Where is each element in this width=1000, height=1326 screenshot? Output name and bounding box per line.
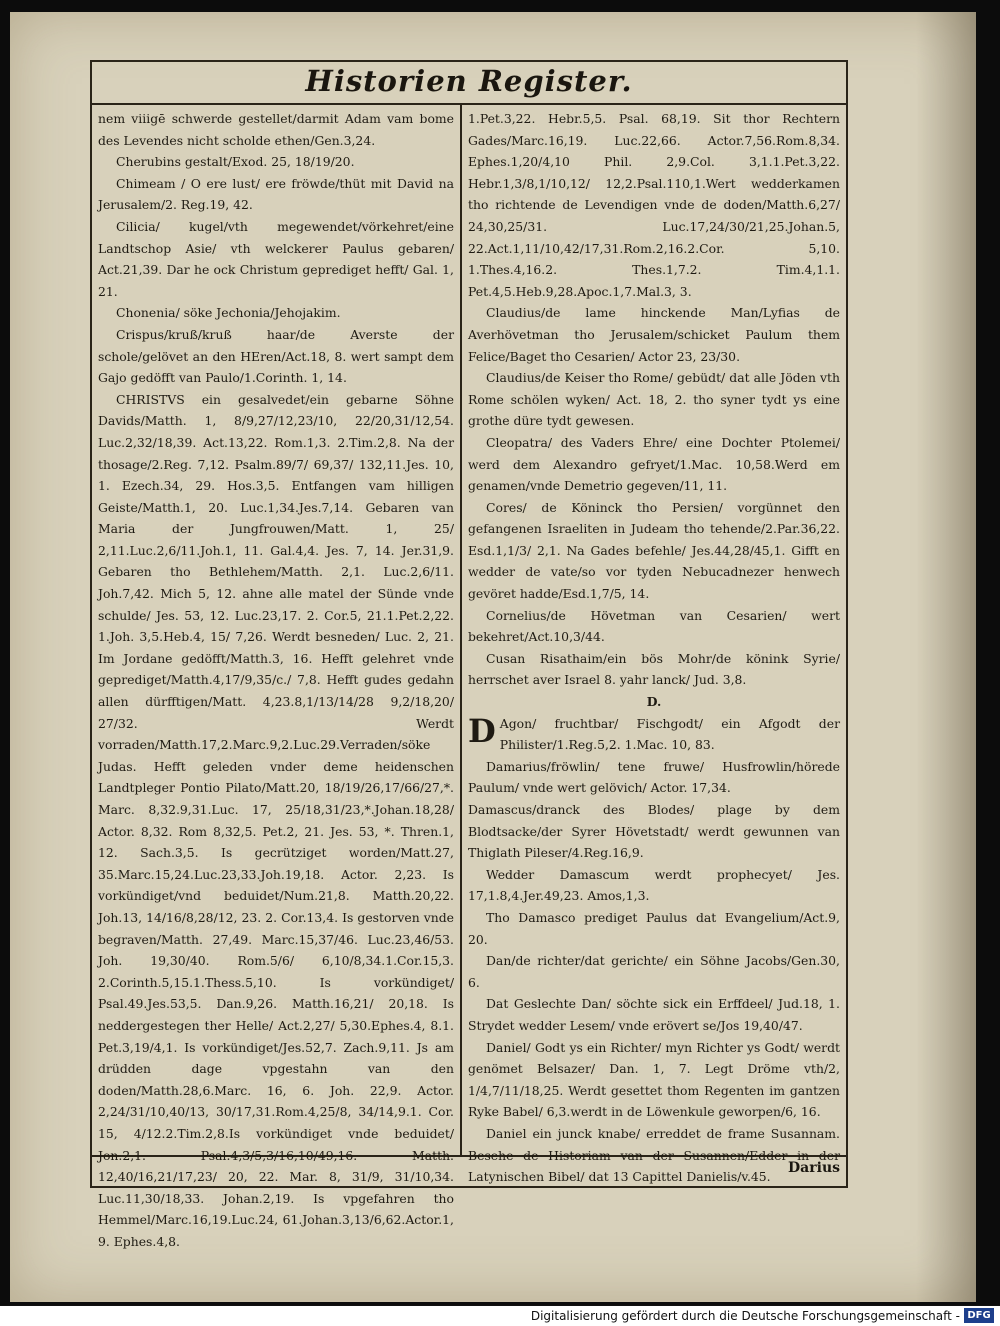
catchword: Darius [788, 1160, 840, 1176]
funding-credit: Digitalisierung gefördert durch die Deutsche Forschungsgemeinschaft - [530, 1309, 960, 1323]
title-rule [90, 103, 848, 105]
register-entry-continued: 1.Pet.3,22. Hebr.5,5. Psal. 68,19. Sit thor Rechtern Gades/Marc.16,19. Luc.22,66. Actor.7,56.Rom.8,34. Ephes.1,20/4,10 Phil. 2,9.Col. 3,1.1.Pet.3,22. Hebr.1,3/8,1/10,12/ 12,2.Psal.110,1.Wert wedderkamen tho richtende de Levendigen vnde de doden/Matth.6,27/ 24,30,25/31. Luc.17,24/30/21,25.Johan.5, 22.Act.1,11/10,42/17,31.Rom.2,16.2.Cor. 5,10. 1.Thes.4,16.2. Thes.1,7.2. Tim.4,1.1. Pet.4,5.Heb.9,28.Apoc.1,7.Mal.3, 3. [468, 111, 840, 299]
register-entry: Damarius/fröwlin/ tene fruwe/ Husfrowlin/hörede Paulum/ vnde wert gelövich/ Actor. 17,34. [468, 758, 840, 796]
register-entry: Claudius/de lame hinckende Man/Lyfias de Averhövetman tho Jerusalem/schicket Paulum them Felice/Baget tho Cesarien/ Actor 23, 23/30. [468, 305, 840, 364]
register-entry: Tho Damasco prediget Paulus dat Evangelium/Act.9, 20. [468, 909, 840, 947]
register-entry: Cilicia/ kugel/vth megewendet/vörkehret/eine Landtschop Asie/ vth welckerer Paulus gebaren/ Act.21,39. Dar he ock Christum geprediget hefft/ Gal. 1, 21. [98, 218, 454, 299]
register-entry-continued: Damascus/dranck des Blodes/ plage by dem Blodtsacke/der Syrer Hövetstadt/ werdt gewunnen van Thiglath Pileser/4.Reg.16,9. [468, 802, 840, 861]
page-shadow [916, 12, 976, 1302]
register-entry: Claudius/de Keiser tho Rome/ gebüdt/ dat alle Jöden vth Rome schölen wyken/ Act. 18, 2. tho syner tydt ys eine grothe düre tydt gewesen. [468, 370, 840, 429]
dfg-logo: DFG [964, 1308, 994, 1323]
register-entry: Dan/de richter/dat gerichte/ ein Söhne Jacobs/Gen.30, 6. [468, 953, 840, 990]
register-entry: Cleopatra/ des Vaders Ehre/ eine Dochter Ptolemei/ werd dem Alexandro gefryet/1.Mac. 10,58.Werd em genamen/vnde Demetrio gegeven/11, 11. [468, 434, 840, 494]
register-entry-continued: nem viiigē schwerde gestellet/darmit Adam vam bome des Levendes nicht scholde ethen/Gen.3,24. [98, 111, 454, 148]
column-divider [460, 104, 462, 1156]
entry-text: Agon/ fruchtbar/ Fischgodt/ ein Afgodt der Philister/1.Reg.5,2. 1.Mac. 10, 83. [499, 715, 840, 753]
section-letter: D. [646, 694, 662, 710]
register-entry: Cornelius/de Hövetman van Cesarien/ wert bekehret/Act.10,3/44. [468, 607, 840, 645]
drop-initial: D [468, 711, 496, 750]
register-entry: Chimeam / O ere lust/ ere fröwde/thüt mit David na Jerusalem/2. Reg.19, 42. [98, 175, 454, 213]
register-entry: Cusan Risathaim/ein bös Mohr/de könink Syrie/ herrschet aver Israel 8. yahr lanck/ Jud. 3,8. [468, 650, 840, 688]
register-entry: Wedder Damascum werdt prophecyet/ Jes. 17,1.8,4.Jer.49,23. Amos,1,3. [468, 866, 840, 904]
register-entry: Daniel ein junck knabe/ erreddet de frame Susannam. Besehe de Historiam van der Susannen/Edder in der Latynischen Bibel/ dat 13 Capittel Danielis/v.45. [468, 1125, 840, 1185]
register-entry: Dat Geslechte Dan/ söchte sick ein Erffdeel/ Jud.18, 1. Strydet wedder Lesem/ vnde erövert se/Jos 19,40/47. [468, 996, 840, 1033]
register-entry [468, 713, 840, 756]
register-entry: CHRISTVS ein gesalvedet/ein gebarne Söhne Davids/Matth. 1, 8/9,27/12,23/10, 22/20,31/12,54. Luc.2,32/18,39. Act.13,22. Rom.1,3. 2.Tim.2,8. Na der thosage/2.Reg. 7,12. Psalm.89/7/ 69,37/ 132,11.Jes. 10, 1. Ezech.34, 29. Hos.3,5. Entfangen vam hilligen Geiste/Matth.1, 20. Luc.1,34.Jes.7,14. Gebaren van Maria der Jungfrouwen/Matt. 1, 25/ 2,11.Luc.2,6/11.Joh.1, 11. Gal.4,4. Jes. 7, 14. Jer.31,9. Gebaren tho Bethlehem/Matth. 2,1. Luc.2,6/11. Joh.7,42. Mich 5, 12. ahne alle matel der Sünde vnde schulde/ Jes. 53, 12. Luc.23,17. 2. Cor.5, 21.1.Pet.2,22. 1.Joh. 3,5.Heb.4, 15/ 7,26. Werdt besneden/ Luc. 2, 21. Im Jordane gedöfft/Matth.3, 16. Hefft gelehret vnde geprediget/Matth.4,17/9,35/c./ 7,8. Hefft gudes gedahn allen dürfftigen/Matt. 4,23.8,1/13/14/28 9,2/18,20/ 27/32. Werdt vorraden/Matth.17,2.Marc.9,2.Luc.29.Verraden/söke Judas. Hefft geleden vnder deme heidenschen Landtpleger Pontio Pilato/Matt.20, 18/19/26,17/66/27,*. Marc. 8,32.9,31.Luc. 17, 25/18,31/23,*.Johan.18,28/ Actor. 8,32. Rom 8,32,5. Pet.2, 21. Jes. 53, *. Thren.1, 12. Sach.3,5. Is gecrütziget worden/Matt.27, 35.Marc.15,24.Luc.23,33.Joh.19,18. Actor. 2,23. Is vorkündiget/vnd beduidet/Num.21,8. Matth.20,22. Joh.13, 14/16/8,28/12, 23. 2. Cor.13,4. Is gestorven vnde begraven/Matth. 27,49. Marc.15,37/46. Luc.23,46/53. Joh. 19,30/40. Rom.5/6/ 6,10/8,34.1.Cor.15,3. 2.Corinth.5,15.1.Thess.5,10. Is vorkündiget/ Psal.49.Jes.53,5. Dan.9,26. Matth.16,21/ 20,18. Is neddergestegen ther Helle/ Act.2,27/ 5,30.Ephes.4, 8.1. Pet.3,19/4,1. Is vorkündiget/Jes.52,7. Zach.9,11. Js am drüdden dage vpgestahn van den doden/Matth.28,6.Marc. 16, 6. Joh. 22,9. Actor. 2,24/31/10,40/13, 30/17,31.Rom.4,25/8, 34/14,9.1. Cor. 15, 4/12.2.Tim.2,8.Is vorkündiget vnde beduidet/ Jon.2,1. Psal.4,3/5,3/16,10/49,16. Matth. 12,40/16,21/17,23/ 20, 22. Mar. 8, 31/9, 31/10,34. Luc.11,30/18,33. Johan.2,19. Is vpgefahren tho Hemmel/Marc.16,19.Luc.24, 61.Johan.3,13/6,62.Actor.1, 9. Ephes.4,8. [98, 391, 454, 1249]
page-title: Historien Register. [305, 64, 633, 98]
register-entry: Crispus/kruß/kruß haar/de Averste der schole/gelövet an den HEren/Act.18, 8. wert sampt dem Gajo gedöfft van Paulo/1.Corinth. 1, 14. [98, 326, 454, 386]
register-entry: Cherubins gestalt/Exod. 25, 18/19/20. [116, 154, 355, 170]
left-column [98, 108, 454, 1249]
register-entry: Daniel/ Godt ys ein Richter/ myn Richter ys Godt/ werdt genömet Belsazer/ Dan. 1, 7. Legt Dröme vth/2, 1/4,7/11/18,25. Werdt gesettet thom Regenten im gantzen Ryke Babel/ 6,3.werdt in de Löwenkule geworpen/6, 16. [468, 1039, 840, 1120]
register-entry: Chonenia/ söke Jechonia/Jehojakim. [116, 305, 341, 321]
register-entry: Cores/ de Köninck tho Persien/ vorgünnet den gefangenen Israeliten in Judeam tho tehende/2.Par.36,22. Esd.1,1/3/ 2,1. Na Gades befehle/ Jes.44,28/45,1. Gifft en wedder de vate/so vor tyden Nebucadnezer henwech gevöret hadde/Esd.1,7/5, 14. [468, 499, 840, 602]
